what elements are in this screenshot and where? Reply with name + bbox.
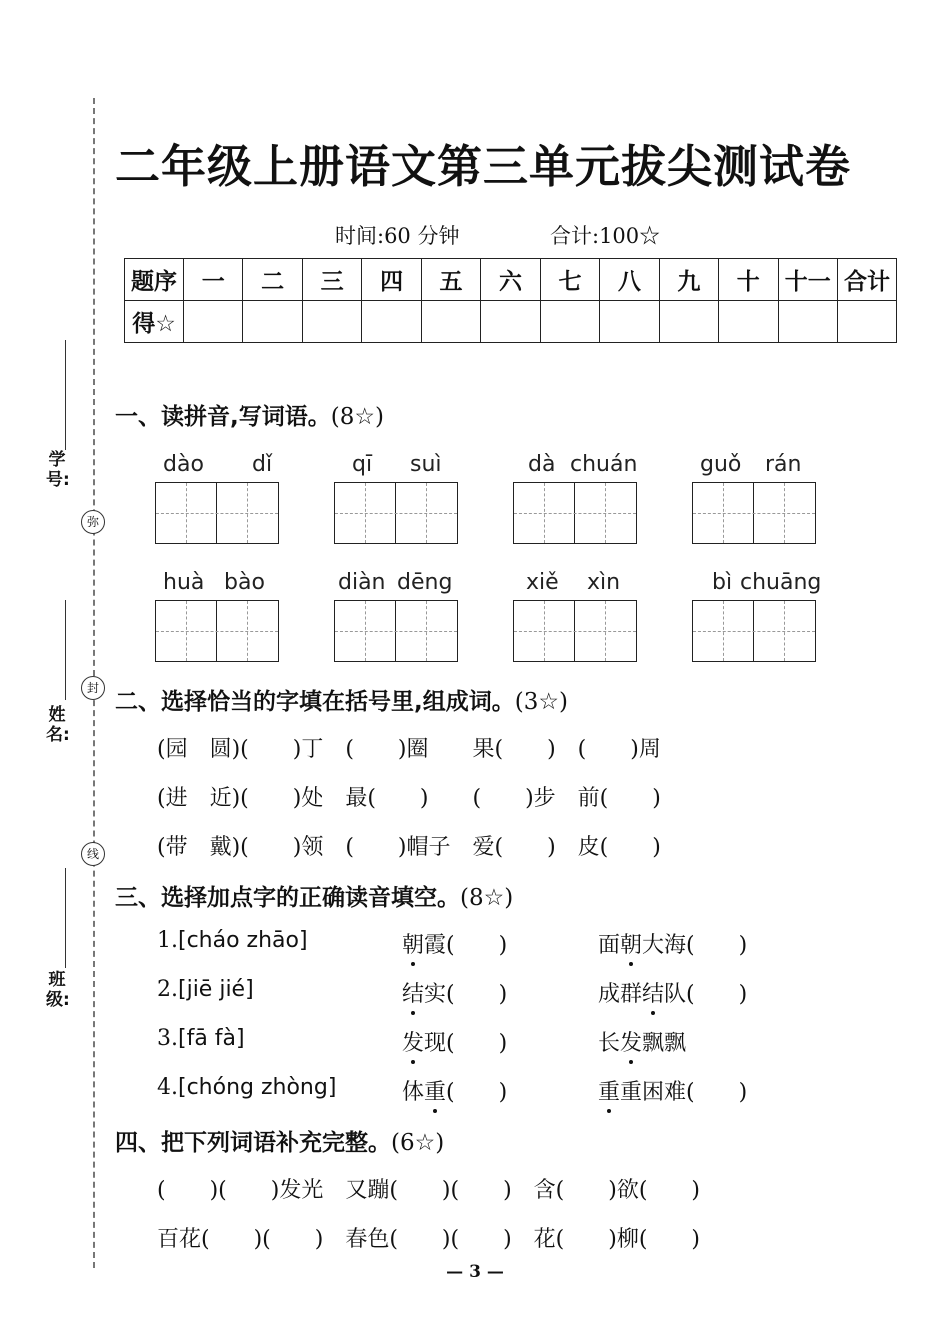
pinyin-7a: xiě	[526, 570, 559, 595]
dotted-char: 重	[424, 1075, 446, 1106]
name-label: 姓名:	[46, 705, 70, 745]
dotted-char: 结	[402, 977, 424, 1008]
header-cell: 十	[719, 259, 778, 301]
writing-grid[interactable]	[155, 482, 279, 544]
section3-word-1: 结实( )	[402, 977, 507, 1008]
dotted-char: 重	[598, 1075, 620, 1106]
writing-grid[interactable]	[155, 600, 279, 662]
header-cell: 八	[600, 259, 659, 301]
section3-word-2: 面朝大海( )	[598, 928, 747, 959]
section3-word-1: 体重( )	[402, 1075, 507, 1106]
section2-points: (3☆)	[514, 689, 568, 715]
writing-grid[interactable]	[334, 600, 458, 662]
writing-grid[interactable]	[513, 482, 637, 544]
section1-points: (8☆)	[330, 404, 384, 430]
header-cell: 六	[481, 259, 540, 301]
dotted-char: 朝	[620, 928, 642, 959]
pinyin-2b: suì	[410, 452, 442, 477]
pinyin-5a: huà	[163, 570, 205, 595]
header-cell: 二	[243, 259, 302, 301]
pinyin-options: [cháo zhāo]	[178, 928, 308, 953]
item-number: 1.	[157, 928, 178, 953]
item-number: 2.	[157, 977, 178, 1002]
section3-title: 三、选择加点字的正确读音填空。	[115, 885, 460, 911]
header-cell: 九	[659, 259, 718, 301]
name-line	[65, 600, 66, 700]
section3-word-2: 重重困难( )	[598, 1075, 747, 1106]
pinyin-4b: rán	[765, 452, 802, 477]
writing-grid[interactable]	[692, 600, 816, 662]
dotted-char: 发	[620, 1026, 642, 1057]
section2-line-2: (进 近)( )处 最( ) ( )步 前( )	[157, 786, 661, 811]
header-cell: 一	[184, 259, 243, 301]
pinyin-6a: diàn	[338, 570, 386, 595]
pinyin-4a: guǒ	[700, 452, 742, 477]
writing-grid[interactable]	[334, 482, 458, 544]
pinyin-5b: bào	[224, 570, 265, 595]
score-label-cell: 得☆	[125, 301, 184, 343]
score-cell[interactable]	[362, 301, 421, 343]
total-info: 合计:100☆	[550, 224, 661, 248]
score-table	[124, 258, 897, 343]
item-number: 4.	[157, 1075, 178, 1100]
class-line	[65, 868, 66, 968]
section3-word-1: 发现( )	[402, 1026, 507, 1057]
score-cell[interactable]	[659, 301, 718, 343]
header-cell: 七	[540, 259, 599, 301]
section1-title: 一、读拼音,写词语。	[115, 404, 331, 430]
pinyin-options: [jiē jié]	[178, 977, 254, 1002]
section3-word-1: 朝霞( )	[402, 928, 507, 959]
time-info: 时间:60 分钟	[335, 224, 460, 248]
item-number: 3.	[157, 1026, 178, 1051]
pinyin-options: [chóng zhòng]	[178, 1075, 337, 1100]
score-cell[interactable]	[302, 301, 361, 343]
page-number: — 3 —	[446, 1262, 504, 1282]
seal-char-1: 弥	[81, 510, 105, 534]
section3-word-2: 成群结队( )	[598, 977, 747, 1008]
section1-heading	[115, 398, 384, 431]
section3-item	[157, 1026, 245, 1051]
pinyin-7b: xìn	[587, 570, 621, 595]
header-cell: 五	[421, 259, 480, 301]
section4-heading	[115, 1124, 444, 1157]
section2-line-3: (带 戴)( )领 ( )帽子 爱( ) 皮( )	[157, 835, 661, 860]
score-input-row	[125, 301, 897, 343]
section4-points: (6☆)	[391, 1130, 445, 1156]
section3-points: (8☆)	[460, 885, 514, 911]
header-cell: 合计	[838, 259, 897, 301]
class-label: 班级:	[46, 970, 70, 1010]
header-cell: 四	[362, 259, 421, 301]
score-cell[interactable]	[778, 301, 837, 343]
pinyin-3b: chuán	[570, 452, 638, 477]
pinyin-2a: qī	[352, 452, 373, 477]
score-cell[interactable]	[481, 301, 540, 343]
dotted-char: 发	[402, 1026, 424, 1057]
pinyin-8b: chuāng	[740, 570, 822, 595]
dotted-char: 朝	[402, 928, 424, 959]
section4-title: 四、把下列词语补充完整。	[115, 1130, 391, 1156]
student-id-label: 学号:	[46, 450, 70, 490]
seal-char-3: 线	[81, 842, 105, 866]
score-cell[interactable]	[838, 301, 897, 343]
seal-char-2: 封	[81, 676, 105, 700]
writing-grid[interactable]	[692, 482, 816, 544]
score-cell[interactable]	[719, 301, 778, 343]
section3-item	[157, 928, 308, 953]
writing-grid[interactable]	[513, 600, 637, 662]
header-cell: 题序	[125, 259, 184, 301]
section3-heading	[115, 879, 513, 912]
section3-item	[157, 977, 254, 1002]
section3-item	[157, 1075, 336, 1100]
page-title: 二年级上册语文第三单元拔尖测试卷	[115, 140, 852, 193]
section3-word-2: 长发飘飘	[598, 1026, 686, 1057]
pinyin-3a: dà	[528, 452, 556, 477]
dotted-char: 结	[642, 977, 664, 1008]
section2-line-1: (园 圆)( )丁 ( )圈 果( ) ( )周	[157, 737, 661, 762]
section2-heading	[115, 683, 568, 716]
score-cell[interactable]	[184, 301, 243, 343]
score-cell[interactable]	[600, 301, 659, 343]
pinyin-1a: dào	[163, 452, 204, 477]
header-cell: 三	[302, 259, 361, 301]
pinyin-1b: dǐ	[252, 452, 273, 477]
section2-title: 二、选择恰当的字填在括号里,组成词。	[115, 689, 515, 715]
section4-line-2: 百花( )( ) 春色( )( ) 花( )柳( )	[157, 1227, 700, 1252]
student-id-line	[65, 340, 66, 450]
pinyin-options: [fā fà]	[178, 1026, 245, 1051]
score-cell[interactable]	[243, 301, 302, 343]
score-cell[interactable]	[540, 301, 599, 343]
section4-line-1: ( )( )发光 又蹦( )( ) 含( )欲( )	[157, 1178, 700, 1203]
pinyin-8a: bì	[712, 570, 733, 595]
score-cell[interactable]	[421, 301, 480, 343]
header-cell: 十一	[778, 259, 837, 301]
pinyin-6b: dēng	[397, 570, 453, 595]
score-header-row	[125, 259, 897, 301]
